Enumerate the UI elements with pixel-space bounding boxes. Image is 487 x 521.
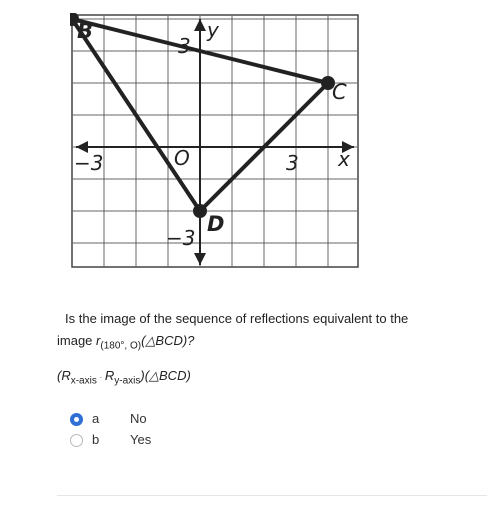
tick-label-pos-y: 3 [178,34,191,58]
tick-label-pos-x: 3 [286,151,299,175]
reflection-expression [57,368,191,387]
vertex-label-b: B [77,19,94,43]
tick-label-neg-y: −3 [166,226,196,250]
rotation-symbol: r [96,333,101,348]
option-a-text: No [130,411,147,426]
divider [57,495,487,496]
rotation-argument: (△BCD)? [141,333,195,348]
axis-y-label: y [207,18,219,42]
expr-open: (R [57,368,71,383]
option-a[interactable] [70,410,147,428]
option-b-radio[interactable] [70,434,83,447]
expr-close: )(△BCD) [140,368,191,383]
vertex-label-c: C [332,80,347,104]
question-line-1: Is the image of the sequence of reflections equivalent to the [65,311,409,326]
expr-sub-x: x-axis [70,375,97,387]
option-a-letter: a [92,411,100,426]
axis-x-label: x [338,147,350,171]
question-image-word: image [57,333,93,348]
option-a-radio[interactable] [70,413,83,426]
expr-sub-y: y-axis [114,375,141,387]
option-b-text: Yes [130,432,152,447]
vertex-label-d: D [207,212,225,236]
vertex-point-d [193,204,207,218]
coordinate-graph [70,13,360,271]
expr-r2: R [104,368,115,383]
tick-label-neg-x: −3 [74,151,104,175]
expr-dot: · [96,372,105,382]
origin-label: O [174,146,190,170]
option-b[interactable] [70,431,152,449]
rotation-subscript: (180°, O) [100,340,142,352]
question-text [57,308,437,358]
option-b-letter: b [92,432,100,447]
